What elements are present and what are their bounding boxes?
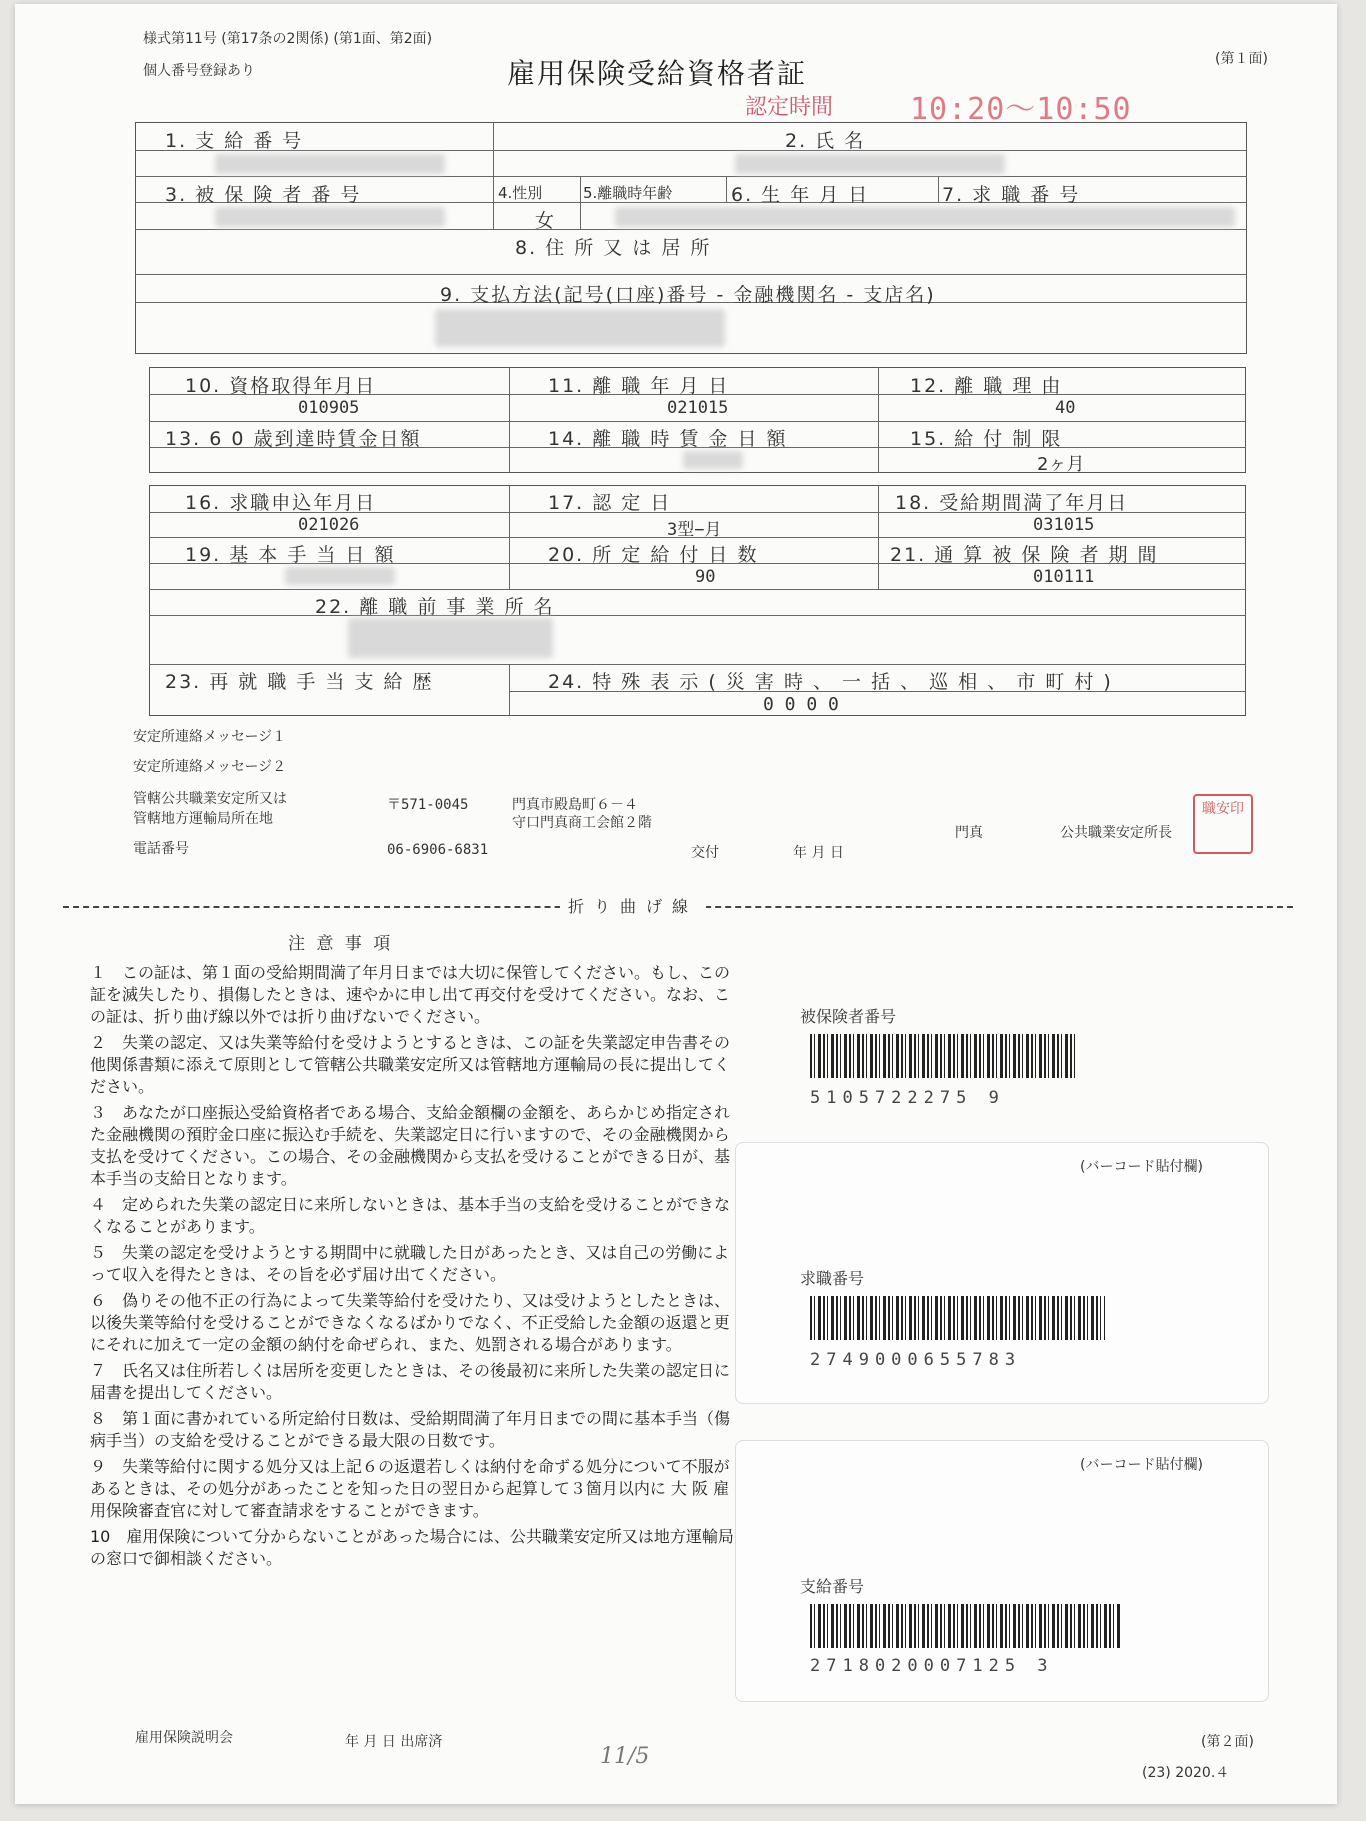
label-birthdate: 6. 生 年 月 日 [731,184,870,206]
paste-label-2: (バーコード貼付欄) [1080,1457,1203,1473]
barcode-benefit-label: 支給番号 [800,1577,865,1596]
value-special: 0 0 0 0 [763,694,839,715]
note-8: ８ 第１面に書かれている所定給付日数は、受給期間満了年月日までの間に基本手当（傷病手当）の支給を受けることができる最大限の日数です。 [90,1409,731,1450]
office-label-2: 管轄地方運輸局所在地 [133,811,273,827]
barcode-job-label: 求職番号 [800,1269,865,1288]
label-certify-day: 17. 認 定 日 [548,492,672,514]
value-leave-date: 021015 [667,398,729,418]
redacted-bank [435,309,725,347]
label-name: 2. 氏 名 [785,130,866,152]
label-apply-date: 16. 求職申込年月日 [185,492,377,514]
label-special: 24. 特 殊 表 示 ( 災 害 時 、 一 括 、 巡 相 、 市 町 村 ) [548,671,1113,693]
value-qualify-date: 010905 [298,398,360,418]
label-benefit-days: 20. 所 定 給 付 日 数 [548,544,759,566]
barcode-insured-digits: 5105722275 9 [810,1088,1005,1108]
fold-line-label: 折り曲げ線 [560,894,706,917]
label-benefit-number: 1. 支 給 番 号 [165,130,304,152]
certify-time-stamp: 10:20〜10:50 [910,92,1132,127]
label-payment-method: 9. 支払方法(記号(口座)番号 - 金融機関名 - 支店名) [440,284,936,306]
office-seal: 職安印 [1193,794,1253,854]
value-certify-day: 3型−月 [667,520,722,540]
issued-date: 年 月 日 [793,845,844,861]
redacted-name [735,154,1005,174]
seminar-label: 雇用保険説明会 [135,1730,233,1746]
note-3: ３ あなたが口座振込受給資格者である場合、支給金額欄の金額を、あらかじめ指定された金融機関の預貯金口座に振込む手続を、失業認定日に行いますので、その金融機関から支払を受けてください。この場合、その金融機関から支払を受けることができる日が、基本手当の支給日となります。 [90,1103,731,1188]
form-number: 様式第11号 (第17条の2関係) (第1面、第2面) [143,31,433,47]
my-number-note: 個人番号登録あり [143,63,255,79]
office-name: 門真 [955,825,983,841]
issued-label: 交付 [691,845,719,861]
label-age: 5.離職時年齢 [583,184,673,202]
label-wage-60: 13. 6 0 歳到達時賃金日額 [165,428,422,450]
redacted-wage [683,451,743,469]
postal-code: 〒571-0045 [387,797,469,813]
label-benefit-restriction: 15. 給 付 制 限 [910,428,1063,450]
note-6: ６ 偽りその他不正の行為によって失業等給付を受けたり、又は受けようとしたときは、以後失業等給付を受けることができなくなるばかりでなく、不正受給した金額の返還と更にそれに加えて一定の金額の納付を命ぜられ、また、処罰される場合があります。 [90,1291,731,1354]
certify-time-label: 認定時間 [745,95,834,120]
label-daily-allowance: 19. 基 本 手 当 日 額 [185,544,396,566]
note-9: ９ 失業等給付に関する処分又は上記６の返還若しくは納付を命ずる処分について不服があるときは、その処分があったことを知った日の翌日から起算して３箇月以内に 大 阪 雇用保険審査官に対して審査請求をすることができます。 [90,1457,730,1520]
barcode-insured [810,1034,1075,1078]
address-line-2: 守口門真商工会館２階 [512,815,652,831]
address-line-1: 門真市殿島町６－４ [512,797,638,813]
label-reemployment: 23. 再 就 職 手 当 支 給 歴 [165,671,434,693]
office-label-1: 管轄公共職業安定所又は [133,791,287,807]
document-sheet [15,4,1337,1804]
barcode-benefit [810,1604,1120,1648]
note-1: １ この証は、第１面の受給期間満了年月日までは大切に保管してください。もし、この証を滅失したり、損傷したときは、速やかに申し出て再交付を受けてください。なお、この証は、折り曲げ線以外では折り曲げないでください。 [90,963,731,1026]
page-1-label: (第１面) [1215,51,1268,67]
page-title: 雇用保険受給資格者証 [507,57,808,90]
label-insured-period: 21. 通 算 被 保 険 者 期 間 [890,544,1159,566]
label-insured-number: 3. 被 保 険 者 番 号 [165,184,362,206]
phone-label: 電話番号 [133,841,189,857]
value-insured-period: 010111 [1033,567,1095,587]
notes-heading: 注 意 事 項 [288,934,394,954]
value-benefit-restriction: 2ヶ月 [1037,454,1085,475]
note-4: ４ 定められた失業の認定日に来所しないときは、基本手当の支給を受けることができなくなることがあります。 [90,1195,731,1236]
barcode-job-digits: 2749000655783 [810,1350,1022,1370]
note-2: ２ 失業の認定、又は失業等給付を受けようとするときは、この証を失業認定申告書その他関係書類に添えて原則として管轄公共職業安定所又は管轄地方運輸局の長に提出してください。 [90,1033,731,1096]
barcode-insured-label: 被保険者番号 [800,1007,897,1026]
page-2-label: (第２面) [1201,1734,1254,1750]
label-leave-reason: 12. 離 職 理 由 [910,375,1063,397]
label-job-number: 7. 求 職 番 号 [942,184,1081,206]
redacted-employer [348,618,553,658]
phone-number: 06-6906-6831 [387,842,489,858]
handwritten-date: 11/5 [600,1744,650,1769]
label-leave-date: 11. 離 職 年 月 日 [548,375,730,397]
paste-label-1: (バーコード貼付欄) [1080,1159,1203,1175]
barcode-benefit-digits: 2718020007125 3 [810,1656,1054,1676]
note-7: ７ 氏名又は住所若しくは居所を変更したときは、その後最初に来所した失業の認定日に届書を提出してください。 [90,1361,731,1402]
label-qualify-date: 10. 資格取得年月日 [185,375,377,397]
label-period-end: 18. 受給期間満了年月日 [895,492,1129,514]
redacted-insured-number [215,207,445,227]
label-address: 8. 住 所 又 は 居 所 [515,237,712,259]
barcode-job [810,1296,1105,1340]
value-leave-reason: 40 [1055,398,1076,418]
form-version: (23) 2020.４ [1142,1765,1230,1781]
redacted-birthdate-job [615,207,1235,227]
label-sex: 4.性別 [498,184,543,202]
value-benefit-days: 90 [695,567,716,587]
message-2-label: 安定所連絡メッセージ２ [133,759,287,775]
note-10: 10 雇用保険について分からないことがあった場合には、公共職業安定所又は地方運輸局の窓口で御相談ください。 [90,1527,734,1568]
redacted-benefit-number [215,154,445,174]
value-apply-date: 021026 [298,515,360,535]
notes-list [90,962,735,1574]
redacted-daily-allowance [285,567,395,585]
note-5: ５ 失業の認定を受けようとする期間中に就職した日があったとき、又は自己の労働によって収入を得たときは、その旨を必ず届け出てください。 [90,1243,730,1284]
message-1-label: 安定所連絡メッセージ１ [133,729,287,745]
value-sex: 女 [535,210,555,232]
label-former-employer: 22. 離 職 前 事 業 所 名 [315,596,555,618]
office-head: 公共職業安定所長 [1060,825,1172,841]
value-period-end: 031015 [1033,515,1095,535]
seminar-date: 年 月 日 出席済 [345,1734,443,1750]
label-wage-leave: 14. 離 職 時 賃 金 日 額 [548,428,788,450]
